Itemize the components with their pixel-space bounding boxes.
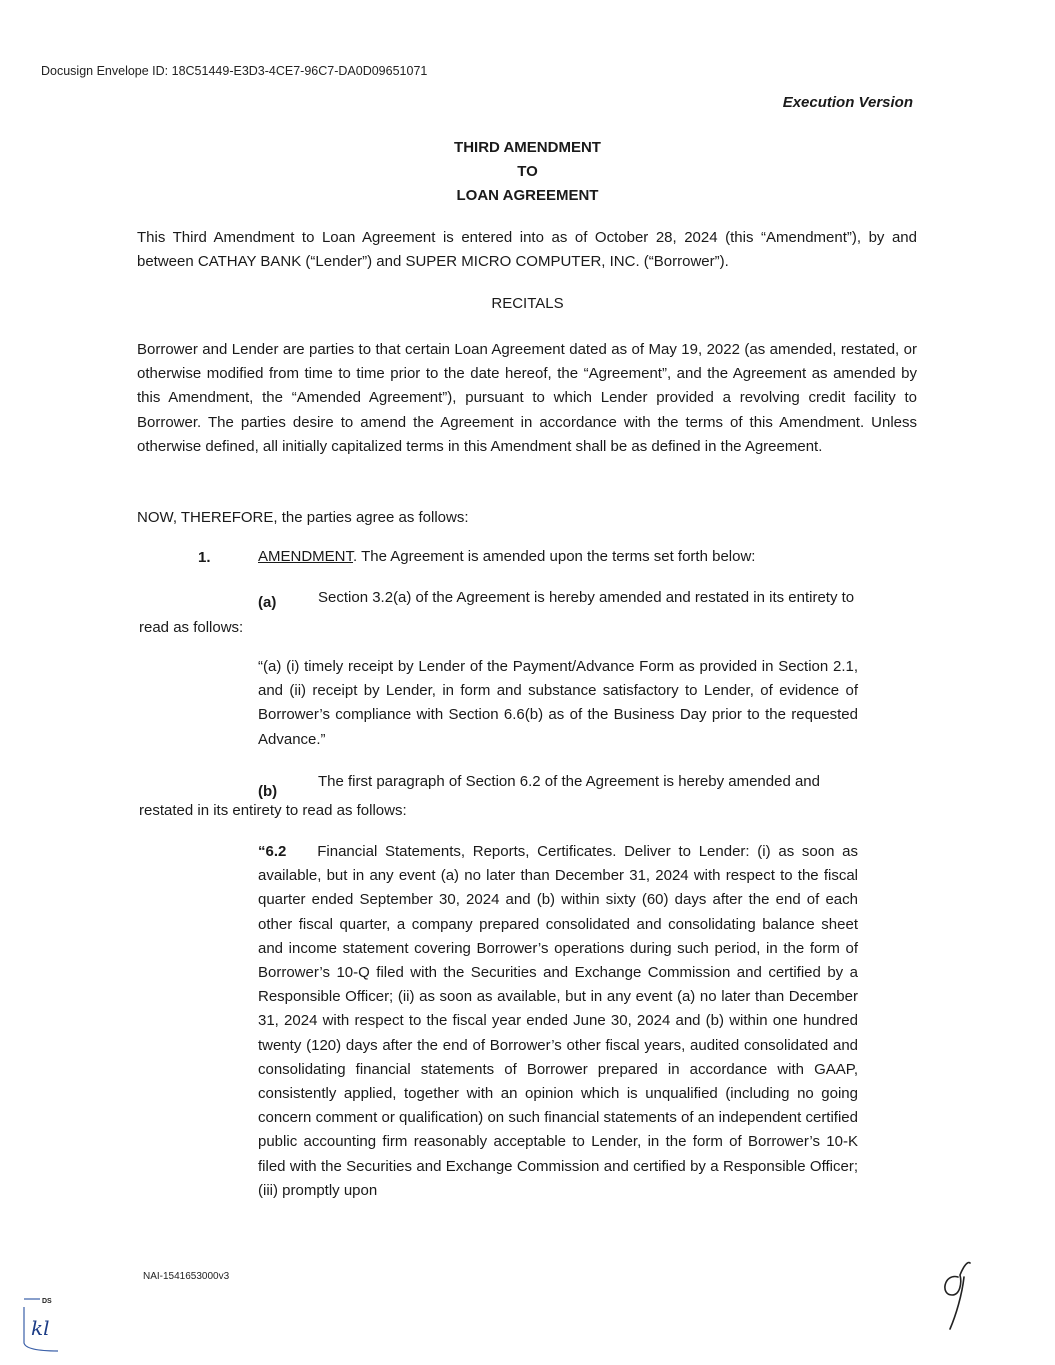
subsection-a-continuation: read as follows: — [139, 619, 244, 636]
subsection-a-text: Section 3.2(a) of the Agreement is hereby amended and restated in its entirety to — [318, 589, 855, 606]
section-1-number: 1. — [198, 549, 211, 566]
document-title — [0, 136, 1055, 208]
subsection-a-label: (a) — [258, 594, 277, 611]
handwritten-initials-icon — [930, 1255, 980, 1335]
section-1-text — [258, 548, 755, 565]
execution-version-label: Execution Version — [782, 94, 913, 111]
docusign-initials-stamp — [22, 1295, 62, 1357]
subsection-a-quote: “(a) (i) timely receipt by Lender of the Payment/Advance Form as provided in Section 2.1, and (ii) receipt by Lender, in form and substance satisfactory to Lender, of evidence of Borrower’s compliance with Section 6.6(b) as of the Business Day prior to the requested Advance.” — [258, 658, 858, 748]
section-1-body: . The Agreement is amended upon the terms set forth below: — [353, 548, 756, 565]
recitals-heading: RECITALS — [491, 295, 564, 312]
subsection-b-quote — [258, 840, 858, 1203]
intro-paragraph: This Third Amendment to Loan Agreement is entered into as of October 28, 2024 (this “Amendment”), by and between CATHAY BANK (“Lender”) and SUPER MICRO COMPUTER, INC. (“Borrower”). — [137, 229, 917, 271]
title-line-2: TO — [517, 163, 538, 180]
ds-initials: kl — [31, 1316, 50, 1340]
section-1-heading: AMENDMENT — [258, 548, 354, 565]
recitals-paragraph: Borrower and Lender are parties to that certain Loan Agreement dated as of May 19, 2022 (as amended, restated, or otherwise modified from time to time prior to the date hereof, the “Agreement”, and the Agreement as amended by this Amendment, the “Amended Agreement”), pursuant to which Lender provided a revolving credit facility to Borrower. The parties desire to amend the Agreement in accordance with the terms of this Amendment. Unless otherwise defined, all initially capitalized terms in this Amendment shall be as defined in the Agreement. — [137, 341, 917, 455]
title-line-1: THIRD AMENDMENT — [454, 139, 601, 156]
title-line-3: LOAN AGREEMENT — [456, 187, 599, 204]
quote-section-label: “6.2 — [258, 843, 287, 860]
subsection-b-label: (b) — [258, 783, 278, 800]
now-therefore-paragraph: NOW, THEREFORE, the parties agree as follows: — [137, 509, 469, 526]
envelope-id: Docusign Envelope ID: 18C51449-E3D3-4CE7-96C7-DA0D09651071 — [41, 64, 428, 78]
subsection-b-text: The first paragraph of Section 6.2 of the Agreement is hereby amended and — [318, 773, 820, 790]
quote-section-body: Financial Statements, Reports, Certificates. Deliver to Lender: (i) as soon as available, but in any event (a) no later than December 31, 2024 with respect to the fiscal quarter ended September 30, 2024 and (b) within sixty (60) days after the end of each other fiscal quarter, a company prepared consolidated and consolidating balance sheet and income statement covering Borrower’s operations during such period, in the form of Borrower’s 10-Q filed with the Securities and Exchange Commission and certified by a Responsible Officer; (ii) as soon as available, but in any event (a) no later than December 31, 2024 with respect to the fiscal year ended June 30, 2024 and (b) within one hundred twenty (120) days after the end of Borrower’s other fiscal years, audited consolidated and consolidating financial statements of Borrower prepared in accordance with GAAP, consistently applied, together with an opinion which is unqualified (including no going concern comment or qualification) on such financial statements of an independent certified public accounting firm reasonably acceptable to Lender, in the form of Borrower’s 10-K filed with the Securities and Exchange Commission and certified by a Responsible Officer; (iii) promptly upon — [258, 843, 859, 1199]
subsection-b-continuation: restated in its entirety to read as follows: — [139, 802, 407, 819]
footer-document-id: NAI-1541653000v3 — [143, 1271, 230, 1282]
ds-label: DS — [42, 1298, 52, 1305]
